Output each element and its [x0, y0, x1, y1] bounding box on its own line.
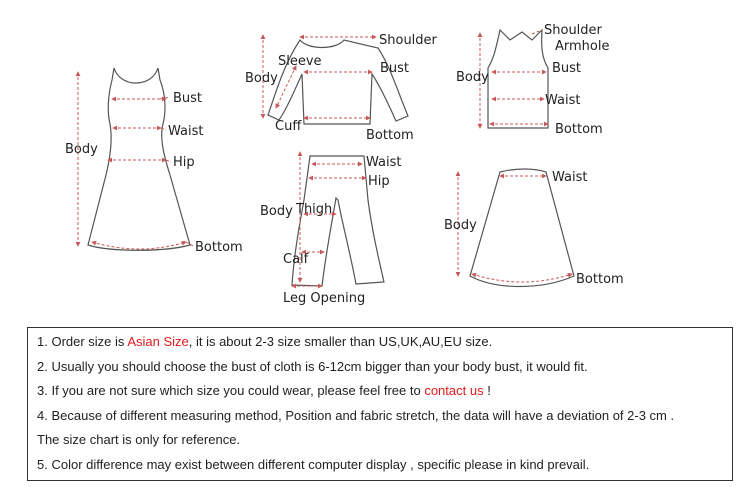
vest-bottom-label: Bottom: [555, 122, 603, 137]
shirt-figure: [263, 35, 408, 124]
note-order-size: 1. Order size is Asian Size, it is about 2-3 size smaller than US,UK,AU,EU size.: [37, 334, 493, 349]
shirt-bottom-label: Bottom: [366, 128, 414, 143]
note-bust-advice: 2. Usually you should choose the bust of cloth is 6-12cm bigger than your body bust, it would fit.: [37, 358, 588, 374]
pants-thigh-label: Thigh: [296, 202, 333, 217]
note-reference: The size chart is only for reference.: [37, 432, 241, 448]
contact-us-link[interactable]: contact us: [424, 383, 484, 399]
pants-hip-label: Hip: [368, 174, 390, 189]
asian-size-highlight: Asian Size: [127, 334, 189, 349]
dress-bust-label: Bust: [173, 91, 203, 106]
vest-body-label: Body: [456, 70, 489, 85]
shirt-body-label: Body: [245, 71, 278, 86]
pants-body-label: Body: [260, 204, 293, 219]
shirt-sleeve-label: Sleeve: [278, 54, 322, 69]
vest-shoulder-label: Shoulder: [544, 23, 602, 38]
note-color-difference: 5. Color difference may exist between different computer display , specific please in kind prevail.: [37, 456, 590, 472]
dress-waist-label: Waist: [168, 124, 204, 139]
dress-hip-label: Hip: [173, 155, 195, 170]
vest-bust-label: Bust: [552, 61, 582, 76]
pants-calf-label: Calf: [283, 252, 309, 267]
dress-bottom-label: Bottom: [195, 240, 243, 255]
vest-waist-label: Waist: [545, 93, 581, 108]
vest-armhole-label: Armhole: [555, 39, 610, 54]
pants-leg-opening-label: Leg Opening: [283, 291, 366, 306]
note-contact: 3. If you are not sure which size you could wear, please feel free to contact us !: [37, 383, 491, 399]
skirt-waist-label: Waist: [552, 170, 588, 185]
shirt-bust-label: Bust: [380, 61, 410, 76]
skirt-body-label: Body: [444, 218, 477, 233]
shirt-cuff-label: Cuff: [275, 119, 302, 134]
size-notes-box: [27, 327, 733, 481]
pants-waist-label: Waist: [366, 155, 402, 170]
vest-figure: [480, 30, 548, 128]
skirt-bottom-label: Bottom: [576, 272, 624, 287]
shirt-shoulder-label: Shoulder: [379, 33, 437, 48]
dress-body-label: Body: [65, 142, 98, 157]
note-deviation: 4. Because of different measuring method, Position and fabric stretch, the data will have a deviation of 2-3 cm .: [37, 407, 675, 423]
